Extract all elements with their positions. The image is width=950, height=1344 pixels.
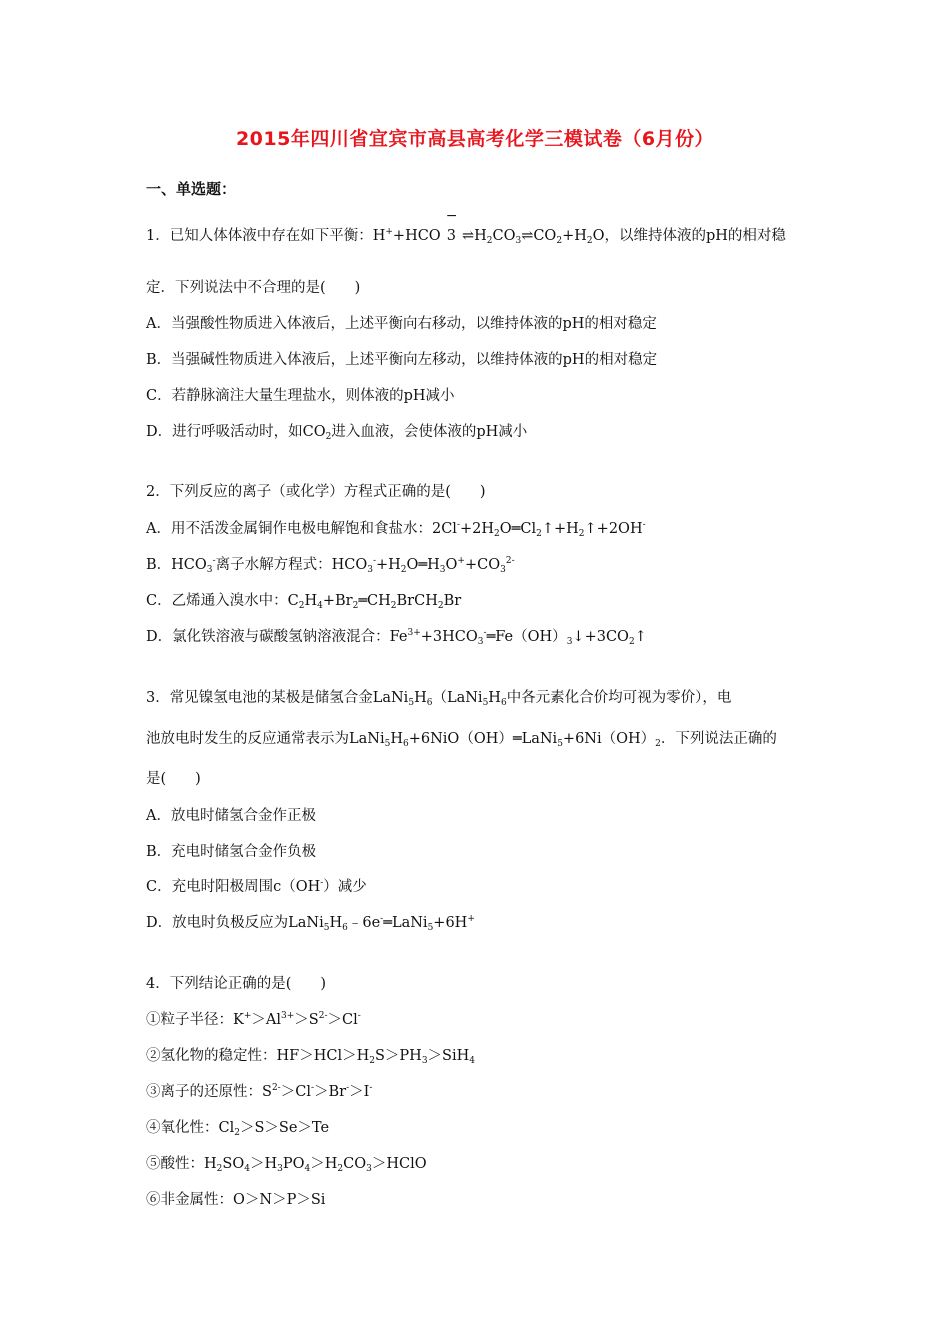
q4-item-3: ③离子的还原性：$S^{2-}>Cl^->Br^->I^-$	[146, 1083, 373, 1100]
section-heading: 一、单选题：	[146, 180, 237, 198]
q1-stem-line2: 定．下列说法中不合理的是( )	[146, 280, 361, 296]
q1-stem-line1: 1．已知人体体液中存在如下平衡：H++HCO − 3 $\rightleftharpoons H_2CO_3\rightleftharpoons CO_2+H_2O$，以维持体液的pH的相对稳	[146, 208, 786, 246]
q2-option-a: A．用不活泼金属铜作电极电解饱和食盐水：$2Cl^-+2H_2O═Cl_2↑+H_2↑+2OH^-$	[146, 520, 646, 539]
q1-option-a: A．当强酸性物质进入体液后，上述平衡向右移动，以维持体液的pH的相对稳定	[146, 316, 657, 332]
q4-item-1: ①粒子半径：$K^+>Al^{3+}>S^{2-}>Cl^-$	[146, 1011, 361, 1028]
q4-item-6: ⑥非金属性：O＞N＞P＞Si	[146, 1192, 326, 1208]
q2-option-c: C．乙烯通入溴水中：$C_2H_4+Br_2═CH_2BrCH_2Br$	[146, 593, 462, 611]
q2-option-b: B．$HCO_3^-$离子水解方程式：$HCO_3^-+H_2O═H_3O^++CO_3^{2-}$	[146, 556, 515, 575]
q3-stem-line3: 是( )	[146, 771, 201, 787]
q3-stem-line2: 池放电时发生的反应通常表示为$LaNi_5H_6+6NiO(OH)═LaNi_5+6Ni(OH)_2$．下列说法正确的	[146, 731, 777, 749]
q3-stem-line1: 3．常见镍氢电池的某极是储氢合金$LaNi_5H_6(LaNi_5H_6$中各元素化合价均可视为零价），电	[146, 690, 732, 708]
q2-option-d: D．氯化铁溶液与碳酸氢钠溶液混合：$Fe^{3+}+3HCO_3^-═Fe(OH)_3↓+3CO_2↑$	[146, 628, 647, 647]
q3-option-a: A．放电时储氢合金作正极	[146, 808, 316, 824]
document-title: 2015年四川省宜宾市高县高考化学三模试卷（6月份）	[235, 128, 715, 150]
q2-stem: 2．下列反应的离子（或化学）方程式正确的是( )	[146, 484, 486, 500]
q3-option-b: B．充电时储氢合金作负极	[146, 844, 317, 860]
q1-option-c: C．若静脉滴注大量生理盐水，则体液的pH减小	[146, 388, 455, 404]
q4-item-4: ④氧化性：$Cl_2>S>Se>Te$	[146, 1120, 330, 1138]
q3-option-c: C．充电时阳极周围c（OH-）减少	[146, 878, 367, 895]
q1-option-d: D．进行呼吸活动时，如$CO_2$进入血液，会使体液的pH减小	[146, 424, 528, 442]
q4-item-2: ②氢化物的稳定性：$HF>HCl>H_2S>PH_3>SiH_4$	[146, 1048, 475, 1066]
q4-stem: 4．下列结论正确的是( )	[146, 976, 327, 992]
q4-item-5: ⑤酸性：$H_2SO_4>H_3PO_4>H_2CO_3>HClO$	[146, 1156, 427, 1174]
q1-option-b: B．当强碱性物质进入体液后，上述平衡向左移动，以维持体液的pH的相对稳定	[146, 352, 658, 368]
q3-option-d: D．放电时负极反应为$LaNi_5H_6﹣6e^-═LaNi_5+6H^+$	[146, 914, 475, 933]
